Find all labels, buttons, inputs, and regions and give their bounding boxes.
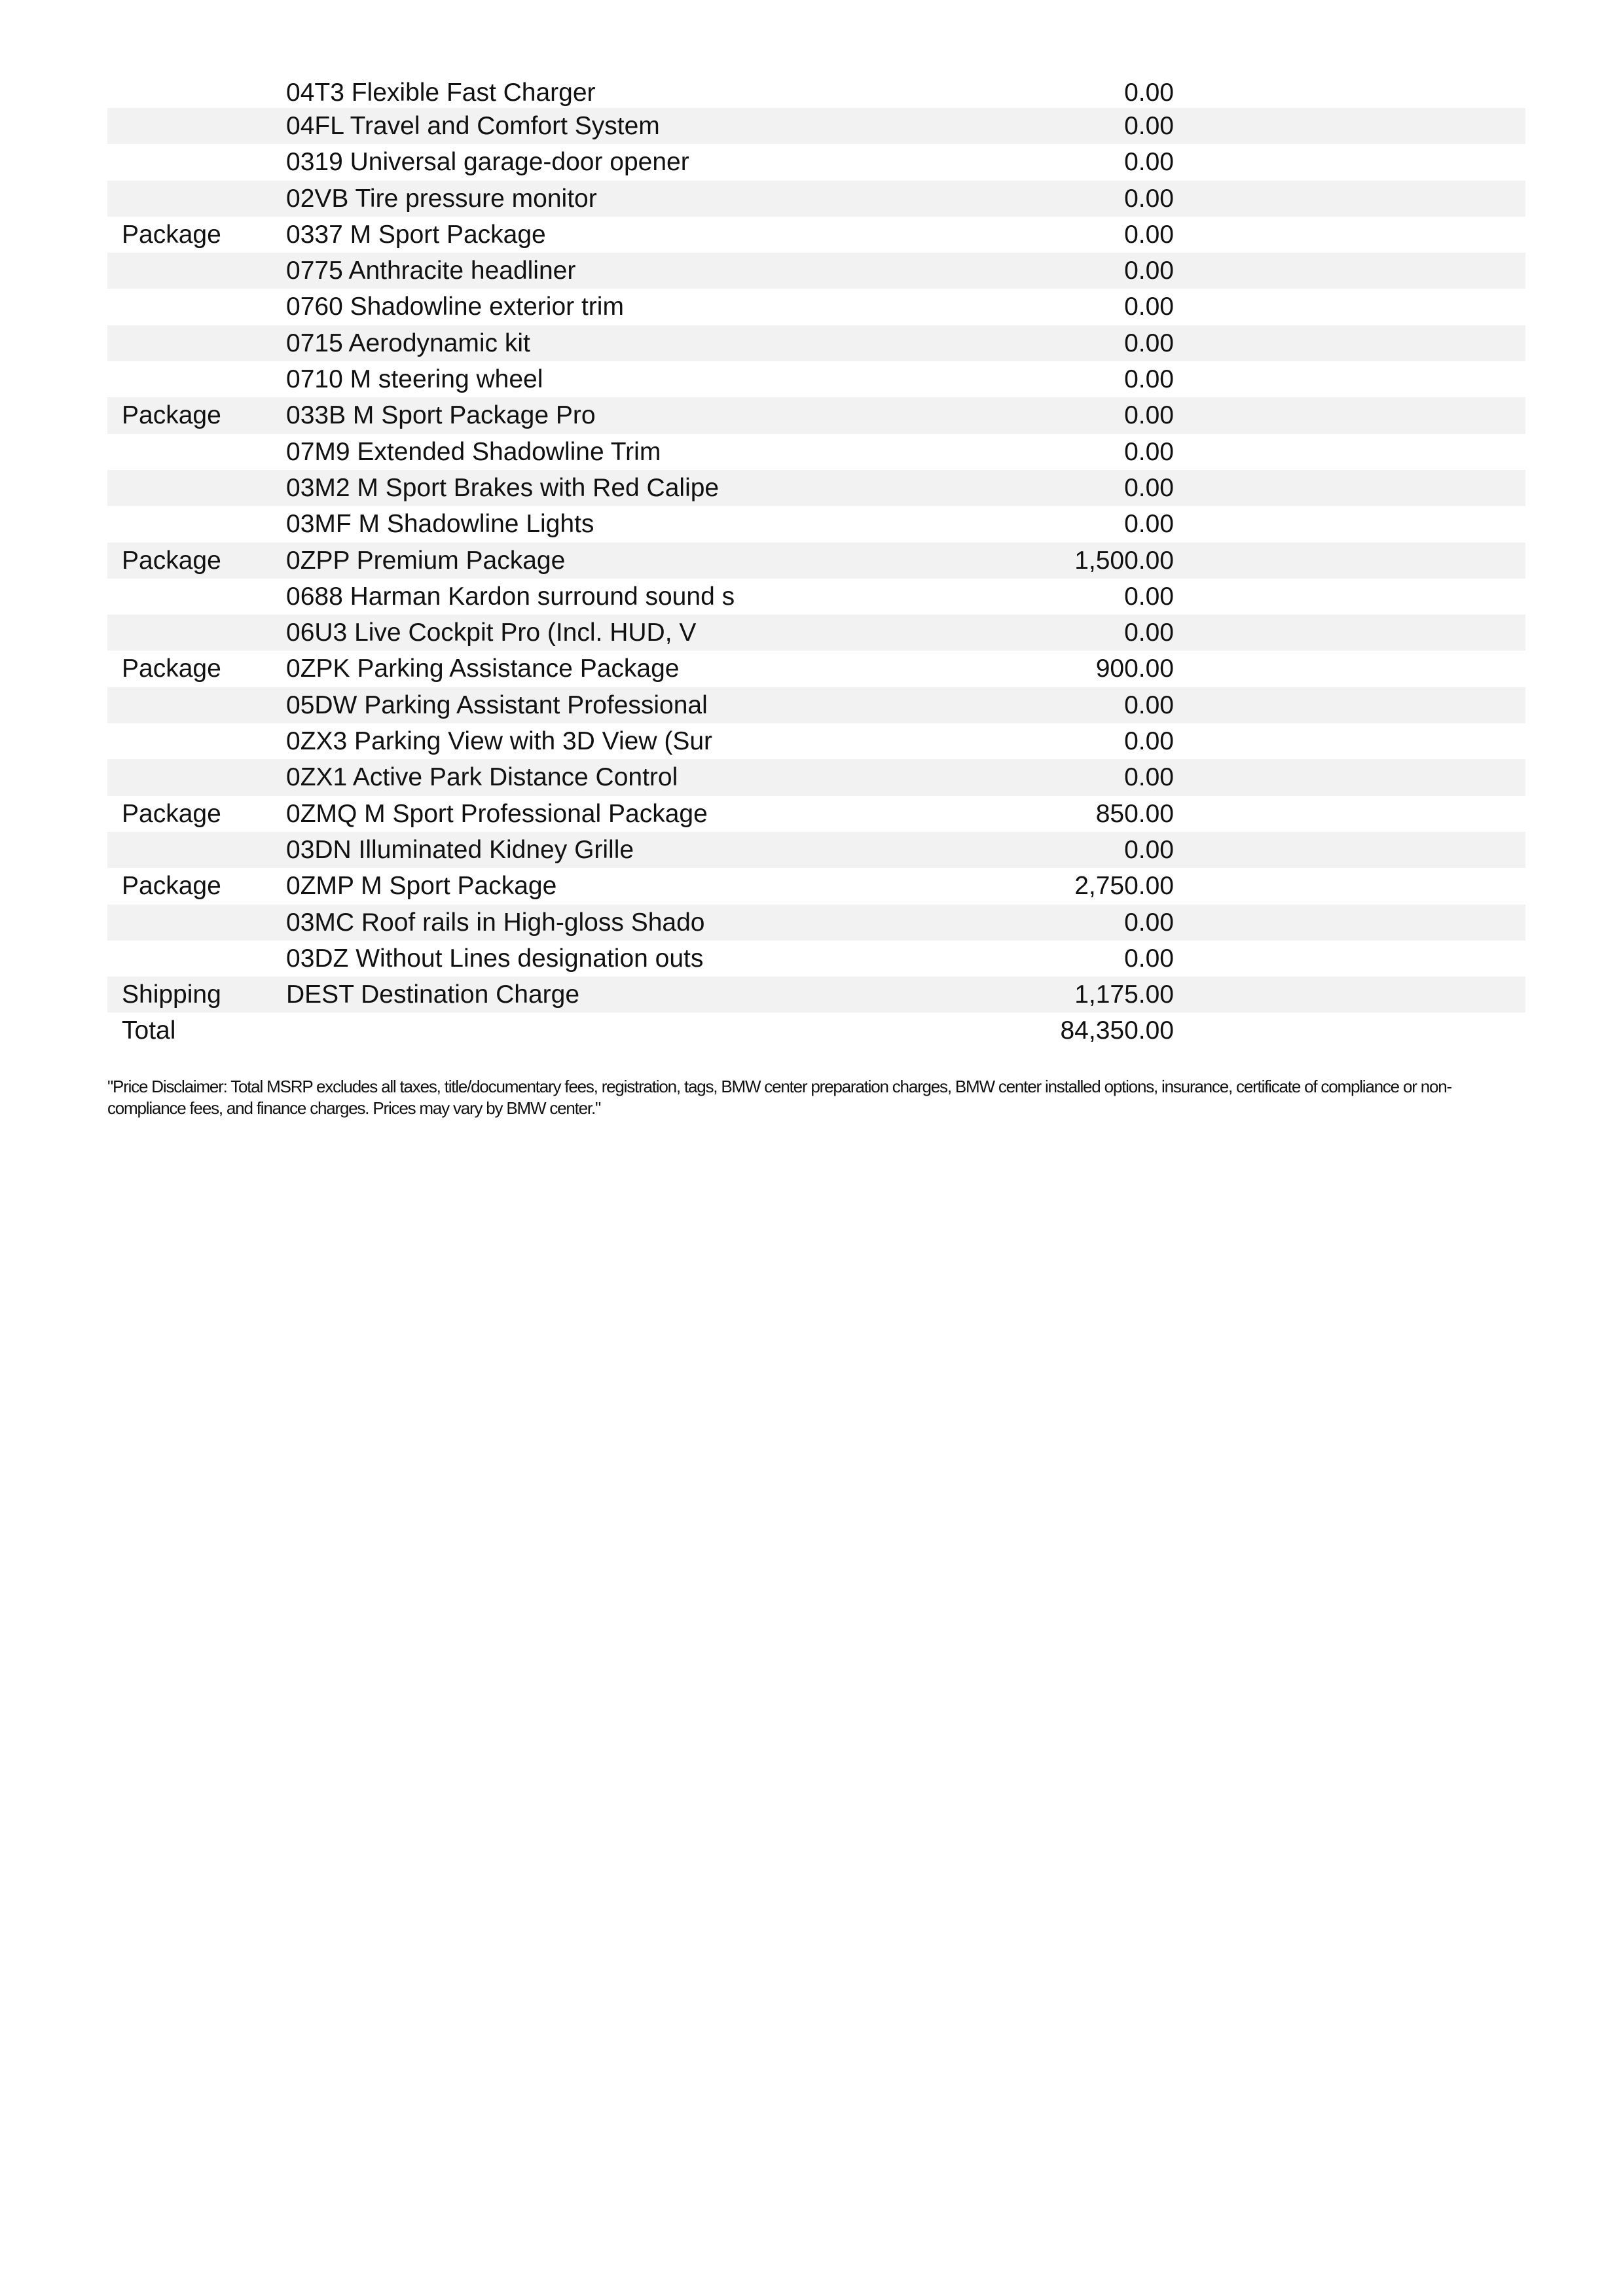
table-row: [107, 759, 1525, 795]
row-price: 0.00: [1124, 220, 1174, 249]
row-price: 1,175.00: [1074, 980, 1174, 1009]
table-row: [107, 868, 1525, 904]
table-row: [107, 543, 1525, 579]
row-price: 900.00: [1095, 655, 1174, 683]
row-price: 0.00: [1124, 184, 1174, 213]
row-price: 0.00: [1124, 329, 1174, 357]
row-description: 0ZMQ M Sport Professional Package: [286, 799, 708, 828]
row-category: Package: [122, 655, 221, 683]
table-row: [107, 687, 1525, 723]
row-description: 0710 M steering wheel: [286, 365, 543, 394]
row-description: 0688 Harman Kardon surround sound s: [286, 582, 735, 611]
row-price: 0.00: [1124, 365, 1174, 394]
row-description: 0760 Shadowline exterior trim: [286, 293, 624, 321]
row-description: 03MF M Shadowline Lights: [286, 510, 594, 539]
row-category: Package: [122, 799, 221, 828]
table-row: [107, 977, 1525, 1013]
table-row: [107, 651, 1525, 687]
row-price: 0.00: [1124, 257, 1174, 285]
row-price: 0.00: [1124, 908, 1174, 937]
row-price: 2,750.00: [1074, 872, 1174, 901]
row-description: 03DZ Without Lines designation outs: [286, 944, 704, 973]
row-description: DEST Destination Charge: [286, 980, 580, 1009]
row-category: Package: [122, 872, 221, 901]
row-price: 0.00: [1124, 835, 1174, 864]
table-row: [107, 217, 1525, 253]
row-price: 0.00: [1124, 763, 1174, 792]
table-row: [107, 144, 1525, 180]
table-row: [107, 579, 1525, 615]
row-price: 0.00: [1124, 79, 1174, 107]
row-price: 0.00: [1124, 148, 1174, 177]
row-price: 0.00: [1124, 510, 1174, 539]
row-price: 0.00: [1124, 293, 1174, 321]
row-description: 0715 Aerodynamic kit: [286, 329, 530, 357]
row-category: Package: [122, 546, 221, 575]
row-description: 05DW Parking Assistant Professional: [286, 691, 708, 719]
row-price: 0.00: [1124, 112, 1174, 140]
table-row: [107, 289, 1525, 325]
table-row: [107, 325, 1525, 361]
table-row: [107, 434, 1525, 470]
table-row: [107, 832, 1525, 868]
total-row: [107, 1013, 1525, 1049]
table-row: [107, 905, 1525, 941]
row-description: 0ZPP Premium Package: [286, 546, 566, 575]
total-price: 84,350.00: [1060, 1016, 1174, 1045]
table-row: [107, 361, 1525, 397]
row-description: 03MC Roof rails in High-gloss Shado: [286, 908, 705, 937]
options-price-table: [107, 77, 1525, 1049]
row-price: 0.00: [1124, 619, 1174, 647]
row-description: 03DN Illuminated Kidney Grille: [286, 835, 634, 864]
row-description: 0ZMP M Sport Package: [286, 872, 557, 901]
row-description: 0775 Anthracite headliner: [286, 257, 576, 285]
row-description: 0337 M Sport Package: [286, 220, 546, 249]
row-price: 0.00: [1124, 401, 1174, 430]
price-disclaimer: "Price Disclaimer: Total MSRP excludes all taxes, title/documentary fees, registration, tags, BMW center preparation charges, BMW center installed options, insurance, certificate of compliance or non-compliance fees, and finance charges. Prices may vary by BMW center.": [107, 1077, 1451, 1118]
row-price: 0.00: [1124, 727, 1174, 756]
table-row: [107, 941, 1525, 977]
row-description: 0ZX1 Active Park Distance Control: [286, 763, 678, 792]
row-description: 03M2 M Sport Brakes with Red Calipe: [286, 473, 720, 502]
table-row: [107, 181, 1525, 217]
table-row: [107, 397, 1525, 433]
table-row: [107, 615, 1525, 651]
row-description: 0ZPK Parking Assistance Package: [286, 655, 680, 683]
row-category: Package: [122, 220, 221, 249]
row-price: 850.00: [1095, 799, 1174, 828]
row-description: 07M9 Extended Shadowline Trim: [286, 437, 661, 466]
row-category: Package: [122, 401, 221, 430]
row-description: 06U3 Live Cockpit Pro (Incl. HUD, V: [286, 619, 697, 647]
table-row: [107, 77, 1525, 108]
row-description: 0319 Universal garage-door opener: [286, 148, 689, 177]
table-row: [107, 470, 1525, 506]
row-price: 0.00: [1124, 437, 1174, 466]
row-description: 04T3 Flexible Fast Charger: [286, 79, 596, 107]
row-category: Shipping: [122, 980, 221, 1009]
row-description: 033B M Sport Package Pro: [286, 401, 596, 430]
table-row: [107, 796, 1525, 832]
table-row: [107, 108, 1525, 144]
row-description: 04FL Travel and Comfort System: [286, 112, 660, 140]
row-category: Total: [122, 1016, 176, 1045]
row-description: 0ZX3 Parking View with 3D View (Sur: [286, 727, 713, 756]
table-row: [107, 723, 1525, 759]
row-price: 0.00: [1124, 944, 1174, 973]
row-price: 0.00: [1124, 582, 1174, 611]
table-row: [107, 253, 1525, 289]
row-description: 02VB Tire pressure monitor: [286, 184, 597, 213]
row-price: 0.00: [1124, 691, 1174, 719]
row-price: 0.00: [1124, 473, 1174, 502]
row-price: 1,500.00: [1074, 546, 1174, 575]
table-row: [107, 506, 1525, 542]
